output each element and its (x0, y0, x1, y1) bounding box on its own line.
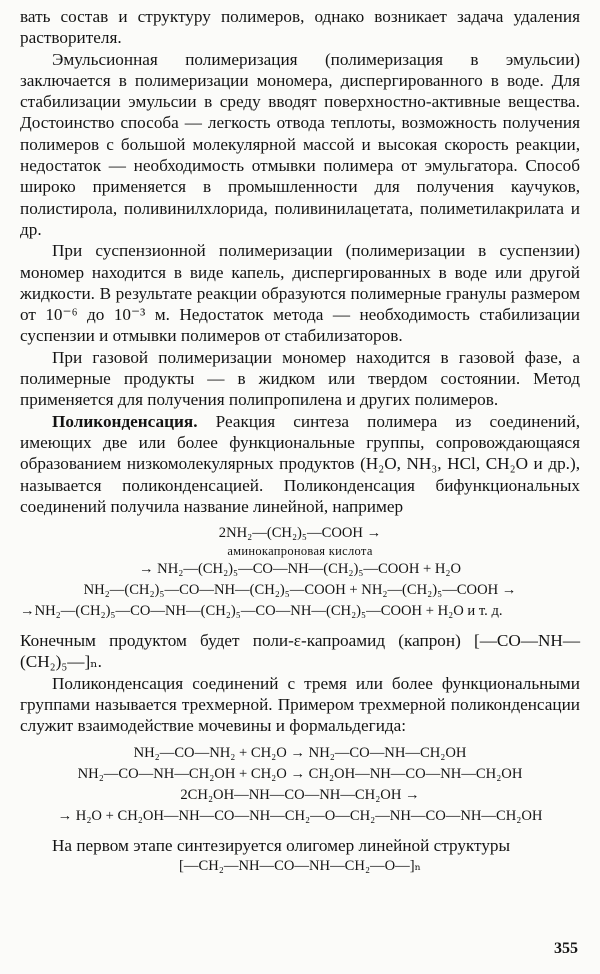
paragraph-capron: Конечным продуктом будет поли-ε-капроамид (капрон) [—CO—NH—(CH₂)₅—]ₙ. (20, 631, 580, 672)
oligomer-formula: [—CH₂—NH—CO—NH—CH₂—O—]ₙ (179, 857, 421, 874)
equation-line: NH₂—(CH₂)₅—CO—NH—(CH₂)₅—COOH + NH₂—(CH₂)₅—COOH → (83, 582, 517, 599)
equation-caption: аминокапроновая кислота (227, 544, 373, 559)
equation-line: → H₂O + CH₂OH—NH—CO—NH—CH₂—O—CH₂—NH—CO—NH—CH₂OH (57, 807, 543, 824)
equation-line: NH₂—CO—NH—CH₂OH + CH₂O → CH₂OH—NH—CO—NH—CH₂OH (77, 765, 523, 782)
urea-formaldehyde-equations (20, 743, 580, 827)
equation-line: → NH₂—(CH₂)₅—CO—NH—(CH₂)₅—COOH + H₂O (138, 561, 462, 578)
equation-line: NH₂—CO—NH₂ + CH₂O → NH₂—CO—NH—CH₂OH (133, 744, 467, 761)
paragraph-polycondensation (20, 411, 580, 517)
page-number: 355 (554, 940, 578, 957)
polycondensation-definition: Реакция синтеза полимера из соединений, имеющих две или более функциональные группы, сопровождающаяся образованием низкомолекулярных продуктов (H₂O, NH₃, HCl, CH₂O и др.), называется поликонденсацией. Поликонденсация бифункциональных соединений получила название линейной, например (20, 411, 580, 516)
paragraph-3d-polycondensation: Поликонденсация соединений с тремя или более функциональными группами называется трехмерной. Примером трехмерной поликонденсации служит взаимодействие мочевины и формальдегида: (20, 673, 580, 736)
paragraph-gas-polymerization: При газовой полимеризации мономер находится в газовой фазе, а полимерные продукты — в жидком или твердом состоянии. Метод применяется для получения полипропилена и других полимеров. (20, 347, 580, 410)
equation-line: →NH₂—(CH₂)₅—CO—NH—(CH₂)₅—CO—NH—(CH₂)₅—COOH + H₂O и т. д. (20, 603, 503, 620)
polycondensation-heading: Поликонденсация. (52, 411, 198, 431)
paragraph-emulsion-polymerization: Эмульсионная полимеризация (полимеризация в эмульсии) заключается в полимеризации мономера, диспергированного в воде. Для стабилизации эмульсии в среду вводят поверхностно-активные вещества. Достоинство способа — легкость отвода теплоты, возможность получения полимеров с большой молекулярной массой и высокая скорость реакции, недостаток — необходимость отмывки полимера от эмульгатора. Способ широко применяется в промышленности для получения каучуков, полистирола, поливинилхлорида, поливинилацетата, полиметилакрилата и др. (20, 49, 580, 239)
paragraph-oligomer: На первом этапе синтезируется олигомер линейной структуры (52, 835, 511, 855)
linear-polycondensation-equations (20, 523, 580, 622)
equation-line: 2CH₂OH—NH—CO—NH—CH₂OH → (180, 786, 420, 803)
paragraph-solution-polymerization-end: вать состав и структуру полимеров, однако возникает задача удаления растворителя. (20, 7, 580, 48)
paragraph-suspension-polymerization: При суспензионной полимеризации (полимеризации в суспензии) мономер находится в виде капель, диспергированных в воде или другой жидкости. В результате реакции образуются полимерные гранулы размером от 10⁻⁶ до 10⁻³ м. Недостаток метода — необходимость стабилизации суспензии и отмывки полимеров от стабилизаторов. (20, 241, 580, 346)
equation-line: 2NH₂—(CH₂)₅—COOH → (218, 525, 382, 542)
